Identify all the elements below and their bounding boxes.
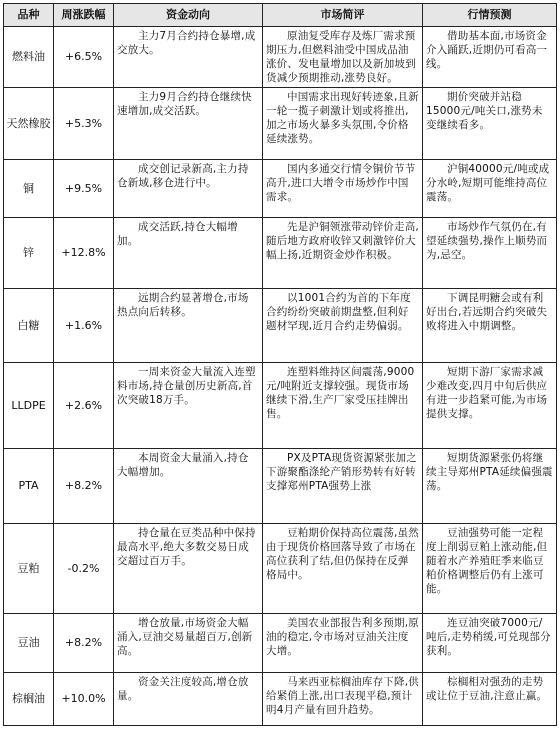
variety-cell: 锌 <box>4 218 54 289</box>
variety-cell: LLDPE <box>4 363 54 449</box>
comment-cell: 中国需求出现好转迹象,且新一轮一揽子刺激计划或将推出,加之市场火暴多头氛围,令价格延续涨势。 <box>263 88 423 160</box>
forecast-cell: 期价突破并站稳15000元/吨关口,涨势未变继续看多。 <box>423 88 557 160</box>
variety-cell: 豆粕 <box>4 524 54 614</box>
table-row <box>4 289 557 363</box>
change-cell: -0.2% <box>54 524 114 614</box>
change-cell: +1.6% <box>54 289 114 363</box>
change-cell: +9.5% <box>54 160 114 218</box>
forecast-cell: 连豆油突破7000元/吨后,走势稍缓,可兑现部分获利。 <box>423 614 557 673</box>
comment-cell: 连塑料维持区间震荡,9000元/吨附近支撑较强。现货市场继续下滑,生产厂家受压挂牌出售。 <box>263 363 423 449</box>
change-cell: +6.5% <box>54 27 114 88</box>
variety-cell: 棕榈油 <box>4 673 54 726</box>
change-cell: +2.6% <box>54 363 114 449</box>
table-row <box>4 27 557 88</box>
forecast-cell: 沪铜40000元/吨或成分水岭,短期可能维持高位震荡。 <box>423 160 557 218</box>
change-cell: +8.2% <box>54 614 114 673</box>
variety-cell: 燃料油 <box>4 27 54 88</box>
forecast-cell: 棕榈相对强劲的走势或让位于豆油,注意止赢。 <box>423 673 557 726</box>
market-table-container <box>3 3 557 726</box>
funds-cell: 持仓量在豆类品种中保持最高水平,绝大多数交易日成交超过百万手。 <box>114 524 263 614</box>
funds-cell: 增仓放量,市场资金大幅涌入,豆油交易量超百万,创新高。 <box>114 614 263 673</box>
forecast-cell: 短期下游厂家需求减少难改变,四月中旬后供应有进一步趋紧可能,为市场提供支撑。 <box>423 363 557 449</box>
header-funds-flow: 资金动向 <box>114 4 263 27</box>
table-header-row <box>4 4 557 27</box>
variety-cell: PTA <box>4 449 54 524</box>
forecast-cell: 下调昆明糖会或有利好出台,若远期合约突破失败将进入中期调整。 <box>423 289 557 363</box>
change-cell: +8.2% <box>54 449 114 524</box>
table-row <box>4 449 557 524</box>
funds-cell: 本周资金大量涌入,持仓大幅增加。 <box>114 449 263 524</box>
variety-cell: 豆油 <box>4 614 54 673</box>
funds-cell: 资金关注度较高,增仓放量。 <box>114 673 263 726</box>
comment-cell: 原油复受库存及炼厂需求预期压力,但燃料油受中国成品油涨价、发电量增加以及新加坡到货减少预期推动,涨势良好。 <box>263 27 423 88</box>
funds-cell: 成交活跃,持仓大幅增加。 <box>114 218 263 289</box>
table-row <box>4 88 557 160</box>
comment-cell: 国内多通交行情令铜价节节高升,进口大增令市场炒作中国需求。 <box>263 160 423 218</box>
header-weekly-change: 周涨跌幅 <box>54 4 114 27</box>
table-row <box>4 673 557 726</box>
change-cell: +12.8% <box>54 218 114 289</box>
comment-cell: 马来西亚棕榈油库存下降,供给紧俏上涨,出口表现平稳,预计明4月产量有回升趋势。 <box>263 673 423 726</box>
table-row <box>4 160 557 218</box>
comment-cell: 以1001合约为首的下年度合约纷纷突破前期盘整,但利好题材罕现,近月合约走势偏弱。 <box>263 289 423 363</box>
table-row <box>4 363 557 449</box>
header-forecast: 行情预测 <box>423 4 557 27</box>
comment-cell: 豆粕期价保持高位震荡,虽然由于现货价格回落导致了市场在高位获利了结,但仍保持在反弹格局中。 <box>263 524 423 614</box>
forecast-cell: 市场炒作气氛仍在,有望延续强势,操作上顺势而为,忌空。 <box>423 218 557 289</box>
variety-cell: 天然橡胶 <box>4 88 54 160</box>
forecast-cell: 豆油强势可能一定程度上削弱豆粕上涨动能,但随着水产养殖旺季来临豆粕价格调整后仍有上涨可能。 <box>423 524 557 614</box>
comment-cell: 先是沪铜领涨带动锌价走高,随后地方政府收锌又刺激锌价大幅上扬,近期资金炒作积极。 <box>263 218 423 289</box>
market-table <box>3 3 557 726</box>
funds-cell: 成交创记录新高,主力持仓新域,移仓进行中。 <box>114 160 263 218</box>
table-row <box>4 524 557 614</box>
forecast-cell: 短期货源紧张仍将继续主导郑州PTA延续偏强震荡。 <box>423 449 557 524</box>
comment-cell: 美国农业部报告利多预期,原油的稳定,令市场对豆油关注度大增。 <box>263 614 423 673</box>
forecast-cell: 借助基本面,市场资金介入踊跃,近期仍可看高一线。 <box>423 27 557 88</box>
comment-cell: PX及PTA现货资源紧张加之下游聚酯涤纶产销形势转有好转支撑郑州PTA强势上涨 <box>263 449 423 524</box>
variety-cell: 铜 <box>4 160 54 218</box>
funds-cell: 主力7月合约持仓暴增,成交放大。 <box>114 27 263 88</box>
change-cell: +10.0% <box>54 673 114 726</box>
change-cell: +5.3% <box>54 88 114 160</box>
table-row <box>4 218 557 289</box>
table-row <box>4 614 557 673</box>
header-market-comment: 市场简评 <box>263 4 423 27</box>
funds-cell: 主力9月合约持仓继续快速增加,成交活跃。 <box>114 88 263 160</box>
funds-cell: 一周来资金大量流入连塑料市场,持仓量创历史新高,首次突破18万手。 <box>114 363 263 449</box>
header-variety: 品种 <box>4 4 54 27</box>
variety-cell: 白糖 <box>4 289 54 363</box>
funds-cell: 远期合约显著增仓,市场热点向后转移。 <box>114 289 263 363</box>
